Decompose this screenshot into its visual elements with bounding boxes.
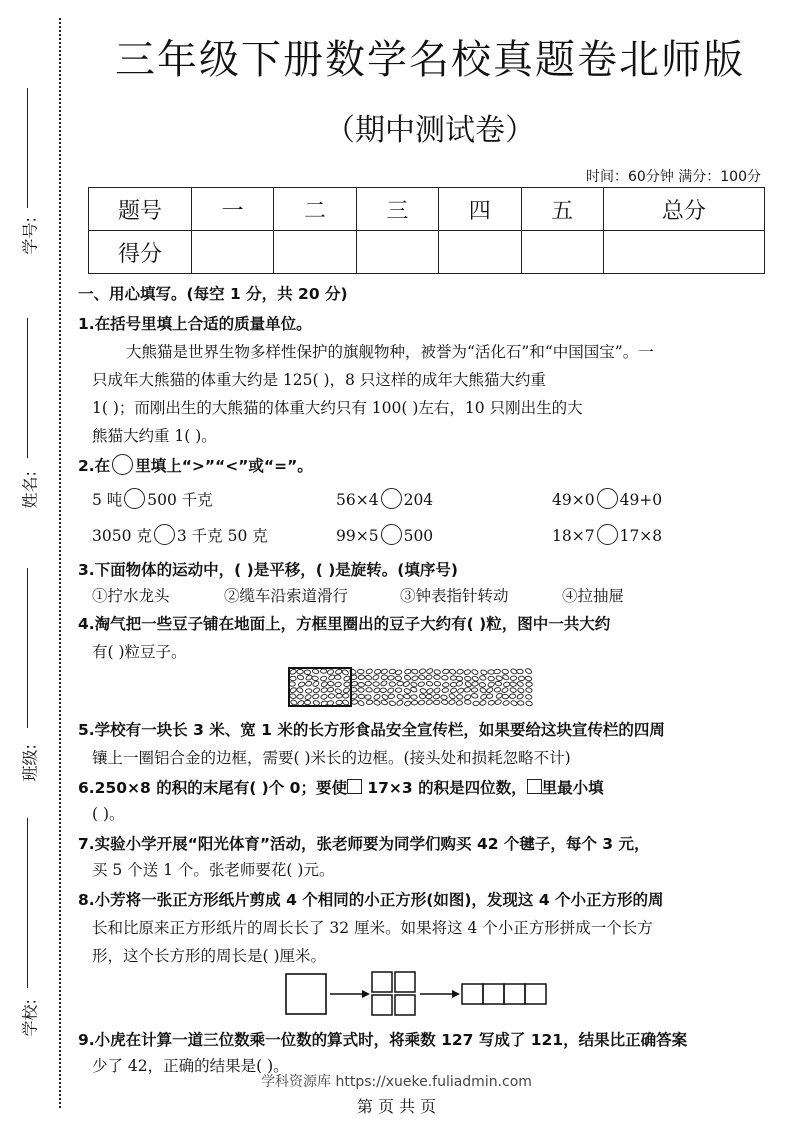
bean [342,693,349,698]
score-table [88,187,765,274]
bean [389,669,396,674]
bean [358,688,364,693]
bean [358,682,365,687]
q1-text-line: 只成年大熊猫的体重大约是 125( )，8 只这样的成年大熊猫大约重 [92,371,546,389]
bean [351,681,358,686]
bean [433,700,439,705]
q2-item [336,524,433,545]
q9-line: 少了 42，正确的结果是( )。 [92,1057,289,1075]
rect-segment [525,984,546,1004]
bean [503,682,510,687]
student-id-line [27,88,28,208]
bean [373,682,379,687]
bean [411,700,418,705]
page-title: 三年级下册数学名校真题卷北师版 [115,37,745,83]
q2-item [92,524,268,546]
bean [388,694,395,699]
bean [494,669,501,674]
bean [327,681,334,686]
bean [426,694,433,699]
square-blank-icon [347,779,362,794]
bean [366,700,373,705]
score-input-cell[interactable] [603,231,764,274]
bean [442,675,449,680]
beans-illustration [288,667,538,707]
q2-item [552,488,662,509]
q2-item-left: 18×7 [552,527,595,545]
q3-option: ③钟表指针转动 [400,587,509,605]
q6-text-mid: 17×3 的积是四位数， [361,779,527,797]
bean [381,675,388,680]
score-input-cell[interactable] [192,231,274,274]
rect-segment [504,984,525,1004]
q2-item-right: 17×8 [619,527,663,545]
q2-item-left: 3050 克 [92,527,152,545]
score-header-cell: 四 [439,188,521,231]
bean [456,694,463,699]
q2-item-right: 49+0 [619,491,663,509]
score-row-label: 得分 [89,231,192,274]
bean [305,689,312,694]
squares-diagram [284,970,548,1018]
q5-line: 镶上一圈铝合金的边框，需要( )米长的边框。(接头处和损耗忽略不计) [92,749,571,767]
bean [336,693,343,698]
bean [336,700,343,705]
bean [526,682,533,687]
q2-item-right: 500 [403,527,434,545]
score-header-cell: 总分 [603,188,764,231]
bean [517,701,524,706]
compare-circle[interactable] [597,488,618,509]
score-header-cell: 题号 [89,188,192,231]
q2-item [552,524,662,545]
bean [365,681,371,686]
score-value-row [89,231,765,274]
bean [509,694,516,699]
arrow-head-icon [452,990,460,998]
bean [510,676,517,681]
bean [502,694,509,699]
q4-line: 有( )粒豆子。 [92,643,187,661]
page-number: 第 页 共 页 [356,1097,437,1116]
bean [434,669,441,674]
bean [304,670,311,675]
q9-line: 9.小虎在计算一道三位数乘一位数的算式时，将乘数 127 写成了 121，结果比正确答案 [78,1031,688,1049]
bean [456,676,463,681]
q4-line: 4.淘气把一些豆子铺在地面上，方框里圈出的豆子大约有( )粒，图中一共大约 [78,615,611,633]
bean [517,669,524,674]
score-header-cell: 三 [356,188,438,231]
bean [464,687,471,692]
student-id-label: 学号: [20,217,40,255]
score-header-cell: 二 [274,188,356,231]
q2-title-post: 里填上“>”“<”或“=”。 [135,457,313,475]
q2-item-left: 56×4 [336,491,379,509]
q2-title-pre: 2.在 [78,457,111,475]
q2-item-left: 49×0 [552,491,595,509]
bean [328,694,335,699]
bean [395,688,402,693]
score-header-row [89,188,765,231]
bean [494,687,501,692]
q6-line [78,776,604,798]
bean [366,687,373,692]
q2-item [92,488,213,510]
section1-heading: 一、用心填写。(每空 1 分，共 20 分) [78,285,348,303]
arrow-head-icon [362,990,370,998]
score-header-cell: 五 [521,188,603,231]
bean [397,681,404,686]
name-label: 姓名: [20,471,40,509]
q8-line: 形，这个长方形的周长是( )厘米。 [92,947,327,965]
bean [442,682,449,687]
large-square [286,974,326,1014]
bean [297,694,304,699]
q2-item-left: 5 吨 [92,491,123,509]
bean [450,676,457,681]
bean [443,669,450,674]
bean [395,676,402,681]
score-input-cell[interactable] [356,231,438,274]
bean [488,670,495,675]
q3-option: ④拉抽屉 [562,587,625,605]
page-subtitle: （期中测试卷） [325,113,535,148]
bean [488,676,495,681]
bean [389,682,396,687]
q2-item-right: 3 千克 50 克 [176,527,268,545]
bean [456,700,463,705]
fold-dotted-line [59,18,61,1108]
bean [358,675,365,680]
q7-line: 7.实验小学开展“阳光体育”活动，张老师要为同学们购买 42 个毽子，每个 3 元， [78,835,650,853]
name-line [27,318,28,458]
compare-circle[interactable] [381,488,402,509]
bean [327,687,334,692]
q1-title: 1.在括号里填上合适的质量单位。 [78,315,312,333]
q1-text-line: 1( )；而刚出生的大熊猫的体重大约只有 100( )左右，10 只刚出生的大 [92,399,583,417]
square-blank-icon [527,779,542,794]
q8-line: 长和比原来正方形纸片的周长长了 32 厘米。如果将这 4 个小正方形拼成一个长方 [92,919,653,937]
small-square [372,995,392,1015]
q2-item-left: 99×5 [336,527,379,545]
q6-line: ( )。 [92,805,125,823]
bean [380,688,387,693]
small-square [395,995,415,1015]
school-line [27,818,28,988]
q1-text-line: 熊猫大约重 1( )。 [92,427,217,445]
q8-line: 8.小芳将一张正方形纸片剪成 4 个相同的小正方形(如图)，发现这 4 个小正方形的周 [78,891,664,909]
q6-text-pre: 6.250×8 的积的末尾有( )个 0；要使 [78,779,347,797]
score-input-cell[interactable] [521,231,603,274]
bean [434,675,441,680]
small-square [395,972,415,992]
bean [304,700,310,704]
q3-option: ①拧水龙头 [92,587,170,605]
bean [471,688,477,692]
rect-segment [462,984,483,1004]
bean [510,682,517,687]
bean [321,669,327,673]
binding-strip [0,0,70,1122]
small-square [372,972,392,992]
school-label: 学校: [20,999,40,1037]
q3-title: 3.下面物体的运动中，( )是平移，( )是旋转。(填序号) [78,561,458,579]
compare-circle[interactable] [597,524,618,545]
circle-icon [112,454,133,475]
bean [388,675,395,680]
q2-title [78,454,313,476]
watermark-url: 学科资源库 https://xueke.fuliadmin.com [261,1074,532,1090]
bean [419,694,426,699]
bean [479,682,486,687]
time-score-info: 时间：60分钟 满分：100分 [586,169,761,185]
score-input-cell[interactable] [439,231,521,274]
q1-text-line: 大熊猫是世界生物多样性保护的旗舰物种，被誉为“活化石”和“中国国宝”。一 [126,343,654,361]
bean [434,681,441,686]
score-header-cell: 一 [192,188,274,231]
q7-line: 买 5 个送 1 个。张老师要花( )元。 [92,861,335,879]
bean [358,694,365,699]
compare-circle[interactable] [154,524,175,545]
q5-line: 5.学校有一块长 3 米、宽 1 米的长方形食品安全宣传栏，如果要给这块宣传栏的四周 [78,721,665,739]
bean [365,695,372,700]
class-line [27,568,28,728]
bean [518,676,524,680]
bean [464,700,471,705]
q3-option: ②缆车沿索道滑行 [224,587,349,605]
bean [335,675,342,680]
q6-text-end: 里最小填 [541,779,604,797]
compare-circle[interactable] [124,488,145,509]
bean [357,669,364,674]
q2-item-right: 204 [403,491,434,509]
bean [297,670,303,674]
bean [344,682,351,687]
q2-item [336,488,433,509]
bean [411,695,418,700]
class-label: 班级: [20,744,40,782]
bean [441,695,448,700]
bean [290,676,297,681]
rect-segment [483,984,504,1004]
q2-item-right: 500 千克 [147,491,213,509]
compare-circle[interactable] [381,524,402,545]
bean [473,701,480,706]
score-input-cell[interactable] [274,231,356,274]
